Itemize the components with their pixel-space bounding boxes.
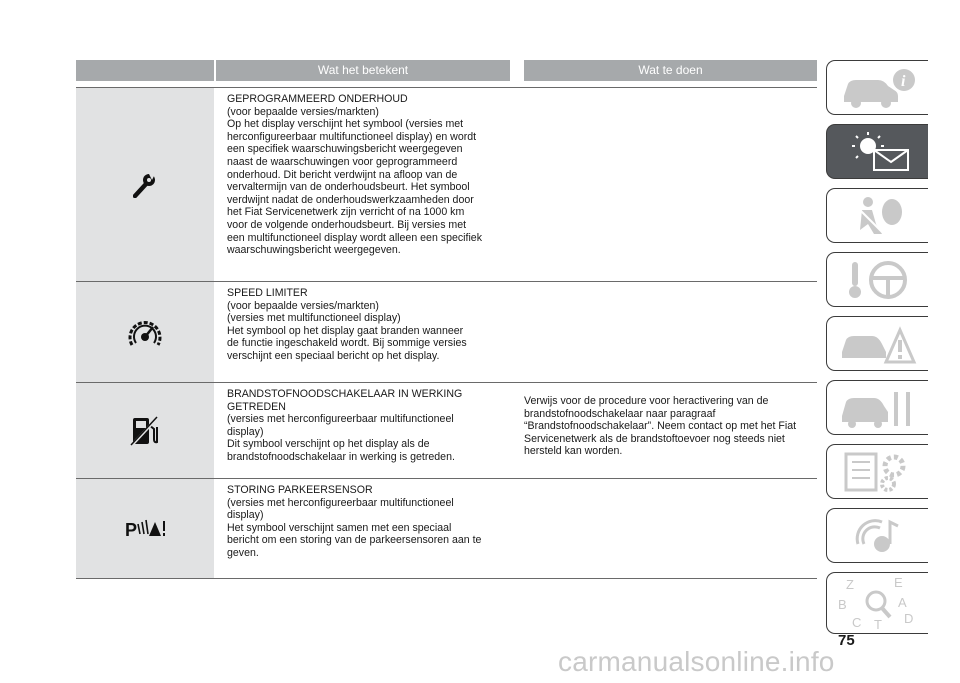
svg-text:D: D — [903, 611, 913, 626]
header-action: Wat te doen — [524, 60, 817, 81]
technical-data-gears-icon — [838, 450, 918, 494]
table-bottom-rule — [76, 578, 817, 579]
watermark: carmanualsonline.info — [558, 646, 835, 677]
table-row — [76, 478, 817, 579]
index-alphabet-search-icon — [836, 575, 920, 631]
svg-text:C: C — [851, 615, 861, 630]
tab-safety[interactable] — [826, 188, 928, 243]
icon-cell — [76, 88, 214, 282]
table-row — [76, 382, 817, 479]
meaning-text: STORING PARKEERSENSOR (versies met herconfigureerbaar multifunctioneel display) Het symbool verschijnt samen met een speciaal bericht om een storing van de parkeersensoren aan te geven. — [227, 484, 482, 559]
header-meaning: Wat het betekent — [216, 60, 510, 81]
icon-cell — [76, 479, 214, 579]
multimedia-music-icon — [838, 514, 918, 558]
table-row — [76, 87, 817, 282]
tab-multimedia[interactable] — [826, 508, 928, 563]
fuel-cutoff-icon — [130, 415, 160, 447]
svg-text:Z: Z — [845, 577, 854, 592]
tab-index[interactable] — [826, 572, 928, 634]
car-info-icon — [838, 66, 918, 110]
car-accident-warning-icon — [838, 322, 918, 366]
meaning-text: SPEED LIMITER (voor bepaalde versies/markten) (versies met multifunctioneel display) Het symbool op het display gaat branden wanneer de functie ingeschakeld wordt. Bij sommige versies verschijnt een speciaal bericht op het display. — [227, 287, 467, 362]
icon-cell — [76, 282, 214, 383]
svg-text:E: E — [893, 575, 903, 590]
page-number: 75 — [838, 632, 855, 649]
svg-text:P: P — [125, 520, 138, 540]
svg-text:T: T — [873, 617, 882, 631]
svg-text:A: A — [897, 595, 907, 610]
wrench-icon — [133, 172, 157, 198]
svg-text:B: B — [837, 597, 847, 612]
header-icon-column — [76, 60, 214, 81]
svg-text:i: i — [900, 72, 905, 90]
tab-emergency[interactable] — [826, 316, 928, 371]
table-row — [76, 281, 817, 383]
tab-maintenance[interactable] — [826, 380, 928, 435]
airbag-safety-icon — [838, 194, 918, 238]
speed-limiter-icon — [125, 315, 165, 351]
car-service-tools-icon — [838, 386, 918, 430]
icon-cell — [76, 383, 214, 479]
meaning-text: GEPROGRAMMEERD ONDERHOUD (voor bepaalde versies/markten) Op het display verschijnt het symbool (versies met herconfigureerbaar multifunctioneel display) en wordt een specifiek waarschuwingsbericht weergegeven naast de waarschuwingen voor geprogrammeerd onderhoud. Dit bericht verdwijnt na afloop van de vervaltermijn van de onderhoudsbeurt. Het symbool verdwijnt nadat de onderhoudswerkzaamheden door het Fiat Servicenetwerk zijn verricht of na 1000 km voor de volgende onderhoudsbeurt. Bij versies met een multifunctioneel display wordt alleen een specifiek waarschuwingsbericht weergegeven. — [227, 93, 482, 257]
meaning-text: BRANDSTOFNOODSCHAKELAAR IN WERKING GETREDEN (versies met herconfigureerbaar multifunctioneel display) Dit symbool verschijnt op het display als de brandstofnoodschakelaar in werking is getreden. — [227, 388, 463, 463]
tab-starting-driving[interactable] — [826, 252, 928, 307]
warning-light-message-icon — [838, 130, 918, 174]
action-text: Verwijs voor de procedure voor heractivering van de brandstofnoodschakelaar naar paragraaf “Brandstofnoodschakelaar”. Neem contact op met het Fiat Servicenetwerk als de brandstoftoevoer nog steeds niet hersteld kan worden. — [524, 395, 797, 458]
tab-technical-data[interactable] — [826, 444, 928, 499]
parking-sensor-fault-icon — [125, 518, 165, 540]
tab-vehicle-info[interactable] — [826, 60, 928, 115]
steering-wheel-key-icon — [838, 258, 918, 302]
tab-warning-lights[interactable] — [826, 124, 928, 179]
